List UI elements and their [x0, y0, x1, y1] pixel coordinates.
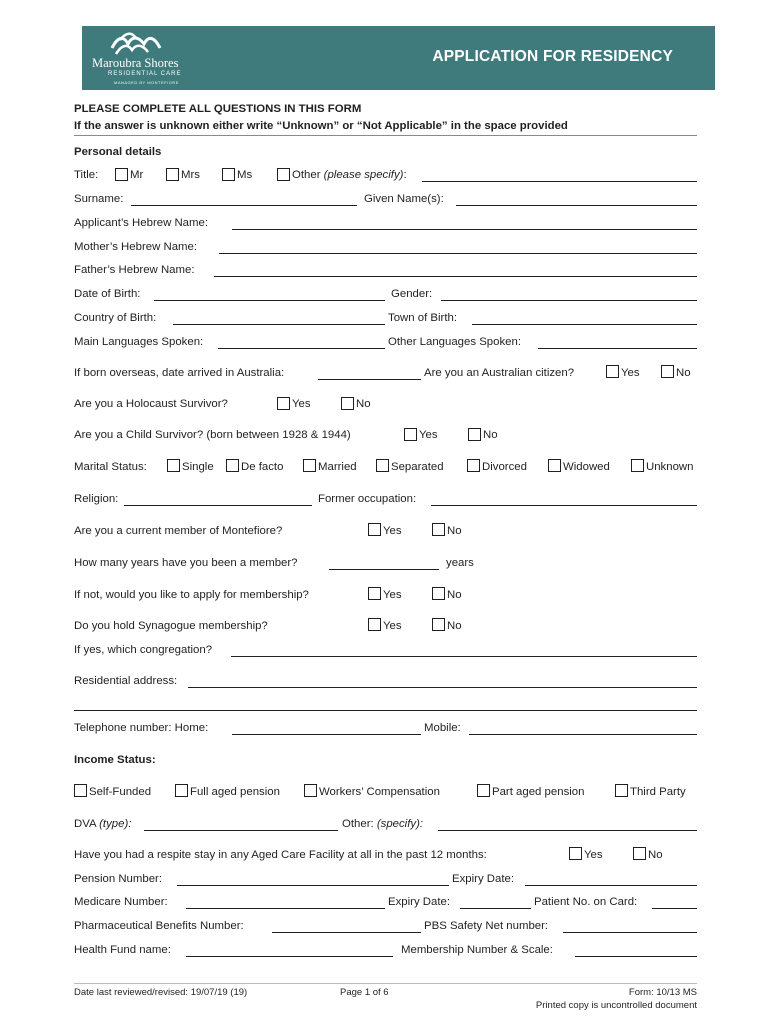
- holocaust-label: Are you a Holocaust Survivor?: [74, 398, 228, 410]
- synagogue-no-label: No: [447, 620, 462, 632]
- main-languages-label: Main Languages Spoken:: [74, 336, 204, 348]
- other-languages-field[interactable]: [538, 348, 697, 349]
- footer-divider: [74, 983, 697, 984]
- marital-divorced-label: Divorced: [482, 461, 527, 473]
- pharma-field[interactable]: [272, 932, 421, 933]
- other-languages-label: Other Languages Spoken:: [388, 336, 521, 348]
- footer-form-number: Form: 10/13 MS: [628, 987, 697, 998]
- income-heading: Income Status:: [74, 754, 156, 766]
- intro-line-2: If the answer is unknown either write “Unknown” or “Not Applicable” in the space provided: [74, 120, 568, 132]
- marital-defacto-checkbox[interactable]: [226, 459, 239, 472]
- health-fund-label: Health Fund name:: [74, 944, 171, 956]
- marital-divorced-checkbox[interactable]: [467, 459, 480, 472]
- citizen-label: Are you an Australian citizen?: [424, 367, 575, 379]
- apply-membership-no-label: No: [447, 589, 462, 601]
- given-names-field[interactable]: [456, 205, 697, 206]
- income-part-pension-checkbox[interactable]: [477, 784, 490, 797]
- marital-unknown-checkbox[interactable]: [631, 459, 644, 472]
- patient-no-field[interactable]: [652, 908, 697, 909]
- marital-unknown-label: Unknown: [646, 461, 694, 473]
- synagogue-no-checkbox[interactable]: [432, 618, 445, 631]
- arrived-label: If born overseas, date arrived in Australia:: [74, 367, 285, 379]
- holocaust-yes-checkbox[interactable]: [277, 397, 290, 410]
- patient-no-label: Patient No. on Card:: [534, 896, 638, 908]
- dva-field[interactable]: [144, 830, 338, 831]
- form-title: APPLICATION FOR RESIDENCY: [432, 48, 673, 65]
- member-yes-label: Yes: [383, 525, 402, 537]
- pbs-label: PBS Safety Net number:: [424, 920, 549, 932]
- phone-home-field[interactable]: [232, 734, 421, 735]
- phone-home-label: Telephone number: Home:: [74, 722, 209, 734]
- title-mrs-checkbox[interactable]: [166, 168, 179, 181]
- footer-page-number: Page 1 of 6: [340, 987, 389, 998]
- surname-field[interactable]: [131, 205, 357, 206]
- dva-text: DVA: [74, 818, 96, 830]
- income-full-pension-checkbox[interactable]: [175, 784, 188, 797]
- synagogue-yes-checkbox[interactable]: [368, 618, 381, 631]
- logo-subtitle: RESIDENTIAL CARE: [108, 71, 182, 77]
- respite-yes-label: Yes: [584, 849, 603, 861]
- dva-label: [74, 817, 131, 831]
- years-member-label: How many years have you been a member?: [74, 557, 298, 569]
- marital-single-checkbox[interactable]: [167, 459, 180, 472]
- membership-scale-label: Membership Number & Scale:: [401, 944, 553, 956]
- marital-widowed-checkbox[interactable]: [548, 459, 561, 472]
- holocaust-no-checkbox[interactable]: [341, 397, 354, 410]
- holocaust-no-label: No: [356, 398, 371, 410]
- member-no-checkbox[interactable]: [432, 523, 445, 536]
- address-field-line-1[interactable]: [188, 687, 697, 688]
- pbs-field[interactable]: [563, 932, 697, 933]
- religion-label: Religion:: [74, 493, 119, 505]
- income-self-funded-label: Self-Funded: [89, 786, 152, 798]
- marital-label: Marital Status:: [74, 461, 147, 473]
- pension-number-field[interactable]: [177, 885, 449, 886]
- logo-name: Maroubra Shores: [92, 56, 179, 70]
- title-other-text: Other: [292, 169, 321, 181]
- title-ms-checkbox[interactable]: [222, 168, 235, 181]
- pension-expiry-label: Expiry Date:: [452, 873, 515, 885]
- former-occupation-label: Former occupation:: [318, 493, 417, 505]
- surname-label: Surname:: [74, 193, 124, 205]
- respite-no-label: No: [648, 849, 663, 861]
- mother-hebrew-field[interactable]: [219, 253, 697, 254]
- footer-reviewed: Date last reviewed/revised: 19/07/19 (19): [74, 987, 248, 998]
- child-survivor-no-label: No: [483, 429, 498, 441]
- footer-printed-note: Printed copy is uncontrolled document: [535, 1000, 697, 1011]
- father-hebrew-label: Father’s Hebrew Name:: [74, 264, 195, 276]
- medicare-expiry-label: Expiry Date:: [388, 896, 451, 908]
- member-label: Are you a current member of Montefiore?: [74, 525, 283, 537]
- title-other-colon: :: [403, 169, 407, 181]
- child-survivor-no-checkbox[interactable]: [468, 428, 481, 441]
- income-workers-comp-label: Workers’ Compensation: [319, 786, 440, 798]
- arrived-field[interactable]: [318, 379, 421, 380]
- apply-membership-yes-label: Yes: [383, 589, 402, 601]
- respite-label: Have you had a respite stay in any Aged Care Facility at all in the past 12 months:: [74, 849, 487, 861]
- pension-number-label: Pension Number:: [74, 873, 163, 885]
- logo-managed-by: MANAGED BY MONTEFIORE: [114, 80, 179, 85]
- synagogue-yes-label: Yes: [383, 620, 402, 632]
- citizen-yes-checkbox[interactable]: [606, 365, 619, 378]
- marital-defacto-label: De facto: [241, 461, 284, 473]
- medicare-expiry-field[interactable]: [460, 908, 531, 909]
- years-unit: years: [446, 557, 474, 569]
- marital-separated-label: Separated: [391, 461, 444, 473]
- congregation-field[interactable]: [231, 656, 697, 657]
- mobile-label: Mobile:: [424, 722, 461, 734]
- given-names-label: Given Name(s):: [364, 193, 444, 205]
- title-other-hint: (please specify): [323, 169, 404, 181]
- hebrew-name-field[interactable]: [232, 229, 697, 230]
- child-survivor-label: Are you a Child Survivor? (born between 1928 & 1944): [74, 429, 351, 441]
- respite-no-checkbox[interactable]: [633, 847, 646, 860]
- pharma-label: Pharmaceutical Benefits Number:: [74, 920, 244, 932]
- title-other-field[interactable]: [422, 181, 697, 182]
- member-no-label: No: [447, 525, 462, 537]
- address-label: Residential address:: [74, 675, 178, 687]
- gender-label: Gender:: [391, 288, 433, 300]
- dob-field[interactable]: [154, 300, 385, 301]
- title-ms-label: Ms: [237, 169, 253, 181]
- years-member-field[interactable]: [329, 569, 439, 570]
- apply-membership-no-checkbox[interactable]: [432, 587, 445, 600]
- income-workers-comp-checkbox[interactable]: [304, 784, 317, 797]
- personal-details-heading: Personal details: [74, 146, 162, 158]
- income-third-party-checkbox[interactable]: [615, 784, 628, 797]
- pension-expiry-field[interactable]: [525, 885, 697, 886]
- marital-single-label: Single: [182, 461, 214, 473]
- town-birth-field[interactable]: [472, 324, 697, 325]
- intro-line-1: PLEASE COMPLETE ALL QUESTIONS IN THIS FORM: [74, 103, 362, 115]
- holocaust-yes-label: Yes: [292, 398, 311, 410]
- health-fund-field[interactable]: [186, 956, 393, 957]
- synagogue-label: Do you hold Synagogue membership?: [74, 620, 268, 632]
- income-other-field[interactable]: [438, 830, 697, 831]
- father-hebrew-field[interactable]: [214, 276, 697, 277]
- address-field-line-2[interactable]: [74, 710, 697, 711]
- membership-scale-field[interactable]: [575, 956, 697, 957]
- title-mr-label: Mr: [130, 169, 144, 181]
- dob-label: Date of Birth:: [74, 288, 141, 300]
- respite-yes-checkbox[interactable]: [569, 847, 582, 860]
- medicare-field[interactable]: [186, 908, 385, 909]
- header-banner: [82, 26, 715, 90]
- country-birth-field[interactable]: [173, 324, 385, 325]
- apply-membership-yes-checkbox[interactable]: [368, 587, 381, 600]
- income-full-pension-label: Full aged pension: [190, 786, 280, 798]
- income-self-funded-checkbox[interactable]: [74, 784, 87, 797]
- income-other-hint: (specify):: [376, 818, 424, 830]
- citizen-no-label: No: [676, 367, 691, 379]
- apply-membership-label: If not, would you like to apply for membership?: [74, 589, 309, 601]
- citizen-yes-label: Yes: [621, 367, 640, 379]
- medicare-label: Medicare Number:: [74, 896, 168, 908]
- marital-separated-checkbox[interactable]: [376, 459, 389, 472]
- member-yes-checkbox[interactable]: [368, 523, 381, 536]
- gender-field[interactable]: [441, 300, 697, 301]
- income-other-label: [342, 817, 423, 831]
- title-label: Title:: [74, 169, 99, 181]
- hebrew-name-label: Applicant’s Hebrew Name:: [74, 217, 209, 229]
- main-languages-field[interactable]: [218, 348, 385, 349]
- title-mrs-label: Mrs: [181, 169, 200, 181]
- congregation-label: If yes, which congregation?: [74, 644, 213, 656]
- title-other-label: [292, 168, 407, 182]
- former-occupation-field[interactable]: [431, 505, 697, 506]
- income-part-pension-label: Part aged pension: [492, 786, 585, 798]
- religion-field[interactable]: [124, 505, 312, 506]
- income-other-text: Other:: [342, 818, 374, 830]
- title-other-checkbox[interactable]: [277, 168, 290, 181]
- citizen-no-checkbox[interactable]: [661, 365, 674, 378]
- intro-divider: [74, 135, 697, 136]
- child-survivor-yes-label: Yes: [419, 429, 438, 441]
- marital-widowed-label: Widowed: [563, 461, 610, 473]
- child-survivor-yes-checkbox[interactable]: [404, 428, 417, 441]
- mobile-field[interactable]: [469, 734, 697, 735]
- title-mr-checkbox[interactable]: [115, 168, 128, 181]
- income-third-party-label: Third Party: [630, 786, 686, 798]
- country-birth-label: Country of Birth:: [74, 312, 157, 324]
- marital-married-checkbox[interactable]: [303, 459, 316, 472]
- town-birth-label: Town of Birth:: [388, 312, 458, 324]
- mother-hebrew-label: Mother’s Hebrew Name:: [74, 241, 198, 253]
- dva-hint: (type):: [99, 818, 132, 830]
- marital-married-label: Married: [318, 461, 357, 473]
